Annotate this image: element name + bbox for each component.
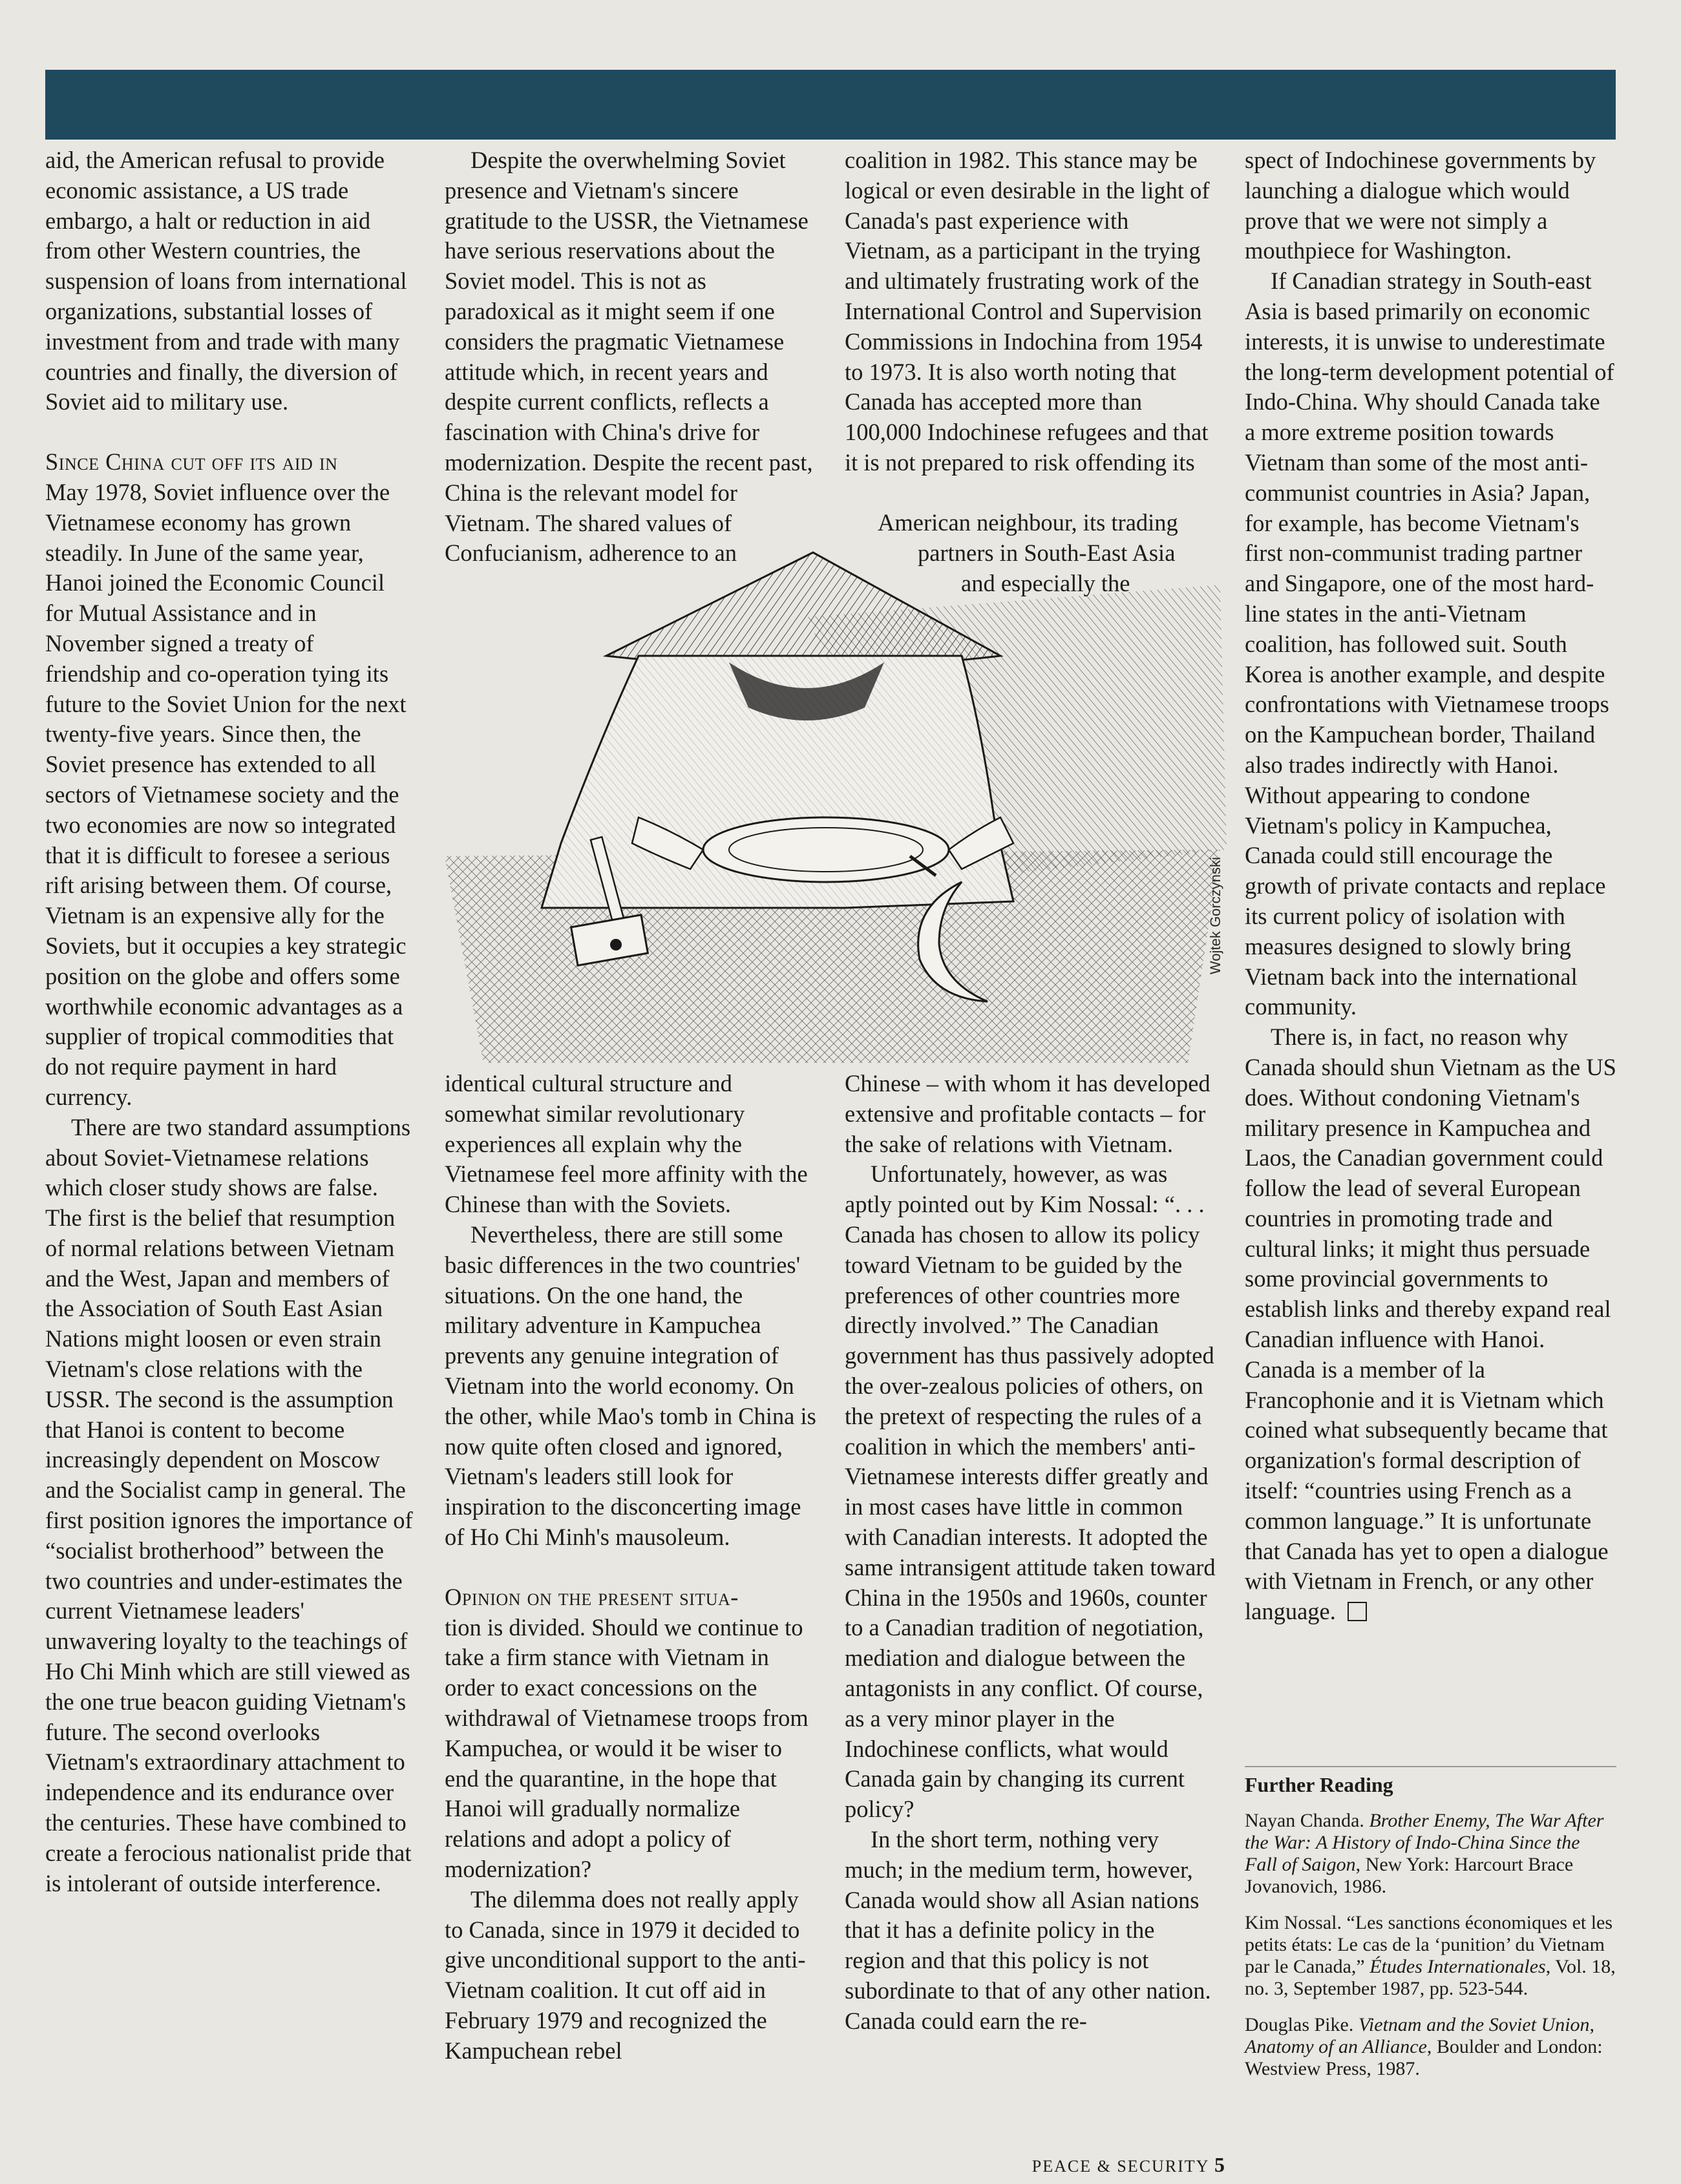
section-lead: Opinion on the present situa- [445,1583,739,1610]
reference-item: Nayan Chanda. Brother Enemy, The War After the War: A History of Indo-China Since the Fall of Saigon, New York: Harcourt Brace Jovanovich, 1986. [1245,1810,1604,1897]
illustration-credit: Wojtek Gorczynski [1207,857,1223,974]
column-2-bottom [445,1069,819,2066]
end-mark-box-icon [1348,1602,1367,1621]
col4-paragraph-1: spect of Indochinese governments by launching a dialogue which would prove that we were not simply a mouthpiece for Washington. [1245,147,1596,264]
col2-paragraph-1: Despite the overwhelming Soviet presence and Vietnam's sincere gratitude to the USSR, the Vietnamese have serious reservations about the Soviet model. This is not as paradoxical as it might seem if one considers the pragmatic Vietnamese attitude which, in recent years and despite current conflicts, reflects a fascination with China's drive for modernization. Despite the recent past, China is the relevant model for Vietnam. The shared values of Confucianism, adherence to an [445,147,813,567]
column-3-top [845,145,1220,478]
col1-paragraph-1: aid, the American refusal to provide economic assistance, a US trade embargo, a halt or reduction in aid from other Western countries, the suspension of loans from international organizations, substantial losses of investment from and trade with many countries and finally, the diversion of Soviet aid to military use. [45,147,407,415]
further-reading-heading: Further Reading [1245,1773,1393,1796]
col3-wrap-line-3: and especially the [961,570,1130,596]
col4-paragraph-2: If Canadian strategy in South-east Asia is based primarily on economic interests, it is unwise to underestimate the long-term development potential of Indo-China. Why should Canada take a more extreme position towards Vietnam than some of the most anti-communist countries in Asia? Japan, for example, has become Vietnam's first non-communist trading partner and Singapore, one of the most hard-line states in the anti-Vietnam coalition, has followed suit. South Korea is another example, and despite confrontations with Vietnamese troops on the Kampuchean border, Thailand also trades indirectly with Hanoi. Without appearing to condone Vietnam's policy in Kampuchea, Canada could still encourage the growth of private contacts and replace its current policy of isolation with measures designed to slowly bring Vietnam back into the international community. [1245,268,1614,1020]
col3-paragraph-3: Unfortunately, however, as was aptly pointed out by Kim Nossal: “. . . Canada has chosen to allow its policy toward Vietnam to be guided by the preferences of other countries more directly involved.” The Canadian government has thus passively adopted the over-zealous policies of others, on the pretext of respecting the rules of a coalition in which the members' anti-Vietnamese interests differ greatly and in most cases have little in common with Canadian interests. It adopted the same intransigent attitude taken toward China in the 1950s and 1960s, counter to a Canadian tradition of negotiation, mediation and dialogue between the antagonists in any conflict. Of course, as a very minor player in the Indochinese conflicts, what would Canada gain by changing its current policy? [845,1160,1216,1823]
col3-paragraph-1: coalition in 1982. This stance may be logical or even desirable in the light of Canada's past experience with Vietnam, as a participant in the trying and ultimately frustrating work of the International Control and Supervision Commissions in Indochina from 1954 to 1973. It is also worth noting that Canada has accepted more than 100,000 Indochinese refugees and that it is not prepared to risk offending its [845,147,1210,476]
col2-paragraph-2: identical cultural structure and somewhat similar revolutionary experiences all explain why the Vietnamese feel more affinity with the Chinese than with the Soviets. [445,1070,808,1218]
illustration-woman-with-bowl [445,546,1227,1063]
reference-item: Douglas Pike. Vietnam and the Soviet Union, Anatomy of an Alliance, Boulder and London: Westview Press, 1987. [1245,2014,1603,2079]
column-1 [45,145,414,1898]
col4-paragraph-3: There is, in fact, no reason why Canada should shun Vietnam as the US does. Without condoning Vietnam's military presence in Kampuchea and Laos, the Canadian government could follow the lead of several European countries in promoting trade and cultural links; it might thus persuade some provincial governments to establish links and thereby expand real Canadian influence with Hanoi. Canada is a member of la Francophonie and it is Vietnam which coined what subsequently became that organization's formal description of itself: “countries using French as a common language.” It is unfortunate that Canada has yet to open a dialogue with Vietnam in French, or any other language. [1245,1024,1616,1625]
section-lead: Since China cut off its aid in [45,448,338,476]
further-reading [1245,1774,1616,2094]
col2-paragraph-5: The dilemma does not really apply to Canada, since in 1979 it decided to give unconditional support to the anti-Vietnam coalition. It cut off aid in February 1979 and recognized the Kampuchean rebel [445,1885,806,2064]
col1-paragraph-2: Since China cut off its aid in May 1978, Soviet influence over the Vietnamese economy has grown steadily. In June of the same year, Hanoi joined the Economic Council for Mutual Assistance and in November signed a treaty of friendship and co-operation tying its future to the Soviet Union for the next twenty-five years. Since then, the Soviet presence has extended to all sectors of Vietnamese society and the two economies are now so integrated that it is difficult to foresee a serious rift arising between them. Of course, Vietnam is an expensive ally for the Soviets, but it occupies a key strategic position on the globe and offers some worthwhile economic advantages as a supplier of tropical commodities that do not require payment in hard currency. [45,448,407,1110]
col3-wrap-line-2: partners in South-East Asia [918,540,1176,566]
column-2-top [445,145,819,569]
publication-name: PEACE & SECURITY [1031,2157,1209,2176]
page-number: 5 [1214,2153,1226,2176]
col3-paragraph-4: In the short term, nothing very much; in the medium term, however, Canada would show all Asian nations that it has a definite policy in the region and that this policy is not subordinate to that of any other nation. Canada could earn the re- [845,1825,1211,2034]
further-reading-rule [1245,1766,1616,1767]
col1-paragraph-3: There are two standard assumptions about Soviet-Vietnamese relations which closer study shows are false. The first is the belief that resumption of normal relations between Vietnam and the West, Japan and members of the Association of South East Asian Nations might loosen or even strain Vietnam's close relations with the USSR. The second is the assumption that Hanoi is content to become increasingly dependent on Moscow and the Socialist camp in general. The first position ignores the importance of “socialist brotherhood” between the two countries and under-estimates the current Vietnamese leaders' unwavering loyalty to the teachings of Ho Chi Minh which are still viewed as the one true beacon guiding Vietnam's future. The second overlooks Vietnam's extraordinary attachment to independence and its endurance over the centuries. These have combined to create a ferocious nationalist pride that is intolerant of outside interference. [45,1113,413,1896]
col3-paragraph-2: Chinese – with whom it has developed extensive and profitable contacts – for the sake of relations with Vietnam. [845,1070,1211,1157]
col2-paragraph-3: Nevertheless, there are still some basic differences in the two countries' situations. On the one hand, the military adventure in Kampuchea prevents any genuine integration of Vietnam into the world economy. On the other, while Mao's tomb in China is now quite often closed and ignored, Vietnam's leaders still look for inspiration to the disconcerting image of Ho Chi Minh's mausoleum. [445,1221,816,1550]
header-band [45,70,1616,140]
column-4 [1245,145,1616,1627]
page-footer [1032,2153,1226,2177]
reference-item: Kim Nossal. “Les sanctions économiques et les petits états: Le cas de la ‘punition’ du Vietnam par le Canada,” Études Internationales, Vol. 18, no. 3, September 1987, pp. 523-544. [1245,1912,1616,1999]
column-3-bottom [845,1069,1220,2037]
col2-paragraph-4: Opinion on the present situa- tion is divided. Should we continue to take a firm stance with Vietnam in order to exact concessions on the withdrawal of Vietnamese troops from Kampuchea, or would it be wiser to end the quarantine, in the hope that Hanoi will gradually normalize relations and adopt a policy of modernization? [445,1583,809,1882]
col3-wrap-line-1: American neighbour, its trading [878,509,1178,536]
